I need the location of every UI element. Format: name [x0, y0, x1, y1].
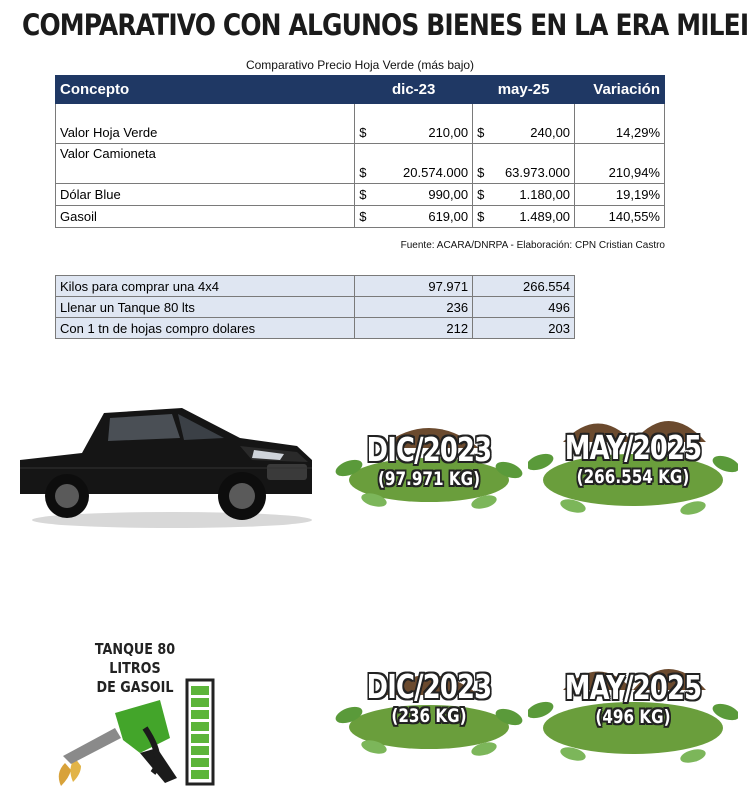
- badge-truck-dic: [334, 408, 524, 528]
- badge-truck-may: [528, 400, 738, 520]
- kilos-dic: 97.971: [355, 276, 473, 297]
- kilos-dic: 212: [355, 318, 473, 339]
- row-var: 14,29%: [575, 104, 665, 144]
- row-concept: Valor Hoja Verde: [56, 104, 355, 144]
- badge-period: DIC/2023: [366, 430, 492, 469]
- value-dic: 20.574.000: [403, 165, 469, 180]
- row-concept: Dólar Blue: [56, 184, 355, 206]
- row-dic: [355, 104, 473, 144]
- source-note: Fuente: ACARA/DNRPA - Elaboración: CPN Cristian Castro: [400, 240, 665, 251]
- kilos-label: Kilos para comprar una 4x4: [56, 276, 355, 297]
- pickup-truck-image: [12, 398, 317, 533]
- table-row: [56, 318, 575, 339]
- kilos-may: 496: [473, 297, 575, 318]
- tank-label-line2: DE GASOIL: [96, 678, 174, 696]
- row-concept: Gasoil: [56, 206, 355, 228]
- badge-kg: (236 KG): [391, 705, 467, 727]
- row-concept: [56, 144, 355, 184]
- badge-kg: (266.554 KG): [576, 466, 690, 488]
- kilos-label: Con 1 tn de hojas compro dolares: [56, 318, 355, 339]
- badge-tank-may: [528, 648, 738, 768]
- row-may: [473, 184, 575, 206]
- currency-sign: $: [477, 165, 485, 180]
- value-may: 63.973.000: [504, 165, 571, 180]
- badge-tank-dic: [334, 655, 524, 775]
- row-concept-label: Valor Camioneta: [60, 146, 156, 161]
- row-dic: [355, 144, 473, 184]
- main-title: COMPARATIVO CON ALGUNOS BIENES EN LA ERA MILEI: [22, 8, 749, 42]
- currency-sign: $: [359, 209, 367, 224]
- table-row: [56, 276, 575, 297]
- header-dic: dic-23: [355, 76, 473, 104]
- header-concepto: Concepto: [56, 76, 355, 104]
- currency-sign: $: [359, 125, 367, 140]
- badge-kg: (496 KG): [595, 706, 671, 728]
- value-may: 240,00: [530, 125, 571, 140]
- row-var: 19,19%: [575, 184, 665, 206]
- currency-sign: $: [477, 209, 485, 224]
- row-may: [473, 144, 575, 184]
- table-row: [56, 104, 665, 144]
- badge-period: MAY/2025: [564, 668, 702, 707]
- value-dic: 619,00: [428, 209, 469, 224]
- table-row: [56, 206, 665, 228]
- currency-sign: $: [477, 125, 485, 140]
- header-variacion: Variación: [575, 76, 665, 104]
- row-var: 140,55%: [575, 206, 665, 228]
- badge-kg: (97.971 KG): [377, 468, 481, 490]
- value-dic: 210,00: [428, 125, 469, 140]
- table-header-row: [56, 76, 665, 104]
- row-may: [473, 104, 575, 144]
- badge-period: MAY/2025: [564, 428, 702, 467]
- table-subtitle: Comparativo Precio Hoja Verde (más bajo): [245, 58, 475, 72]
- value-may: 1.489,00: [519, 209, 571, 224]
- badge-period: DIC/2023: [366, 667, 492, 706]
- value-dic: 990,00: [428, 187, 469, 202]
- value-may: 1.180,00: [519, 187, 571, 202]
- kilos-label: Llenar un Tanque 80 lts: [56, 297, 355, 318]
- currency-sign: $: [477, 187, 485, 202]
- fuel-nozzle-icon: [45, 678, 225, 788]
- table-row: [56, 184, 665, 206]
- kilos-may: 203: [473, 318, 575, 339]
- tank-label-line1: TANQUE 80 LITROS: [94, 640, 176, 677]
- kilos-table: [55, 275, 575, 339]
- table-row: [56, 297, 575, 318]
- row-dic: [355, 206, 473, 228]
- currency-sign: $: [359, 187, 367, 202]
- row-may: [473, 206, 575, 228]
- price-comparison-table: [55, 75, 665, 228]
- header-may: may-25: [473, 76, 575, 104]
- row-var: 210,94%: [575, 144, 665, 184]
- table-row: [56, 144, 665, 184]
- kilos-dic: 236: [355, 297, 473, 318]
- currency-sign: $: [359, 165, 367, 180]
- row-dic: [355, 184, 473, 206]
- kilos-may: 266.554: [473, 276, 575, 297]
